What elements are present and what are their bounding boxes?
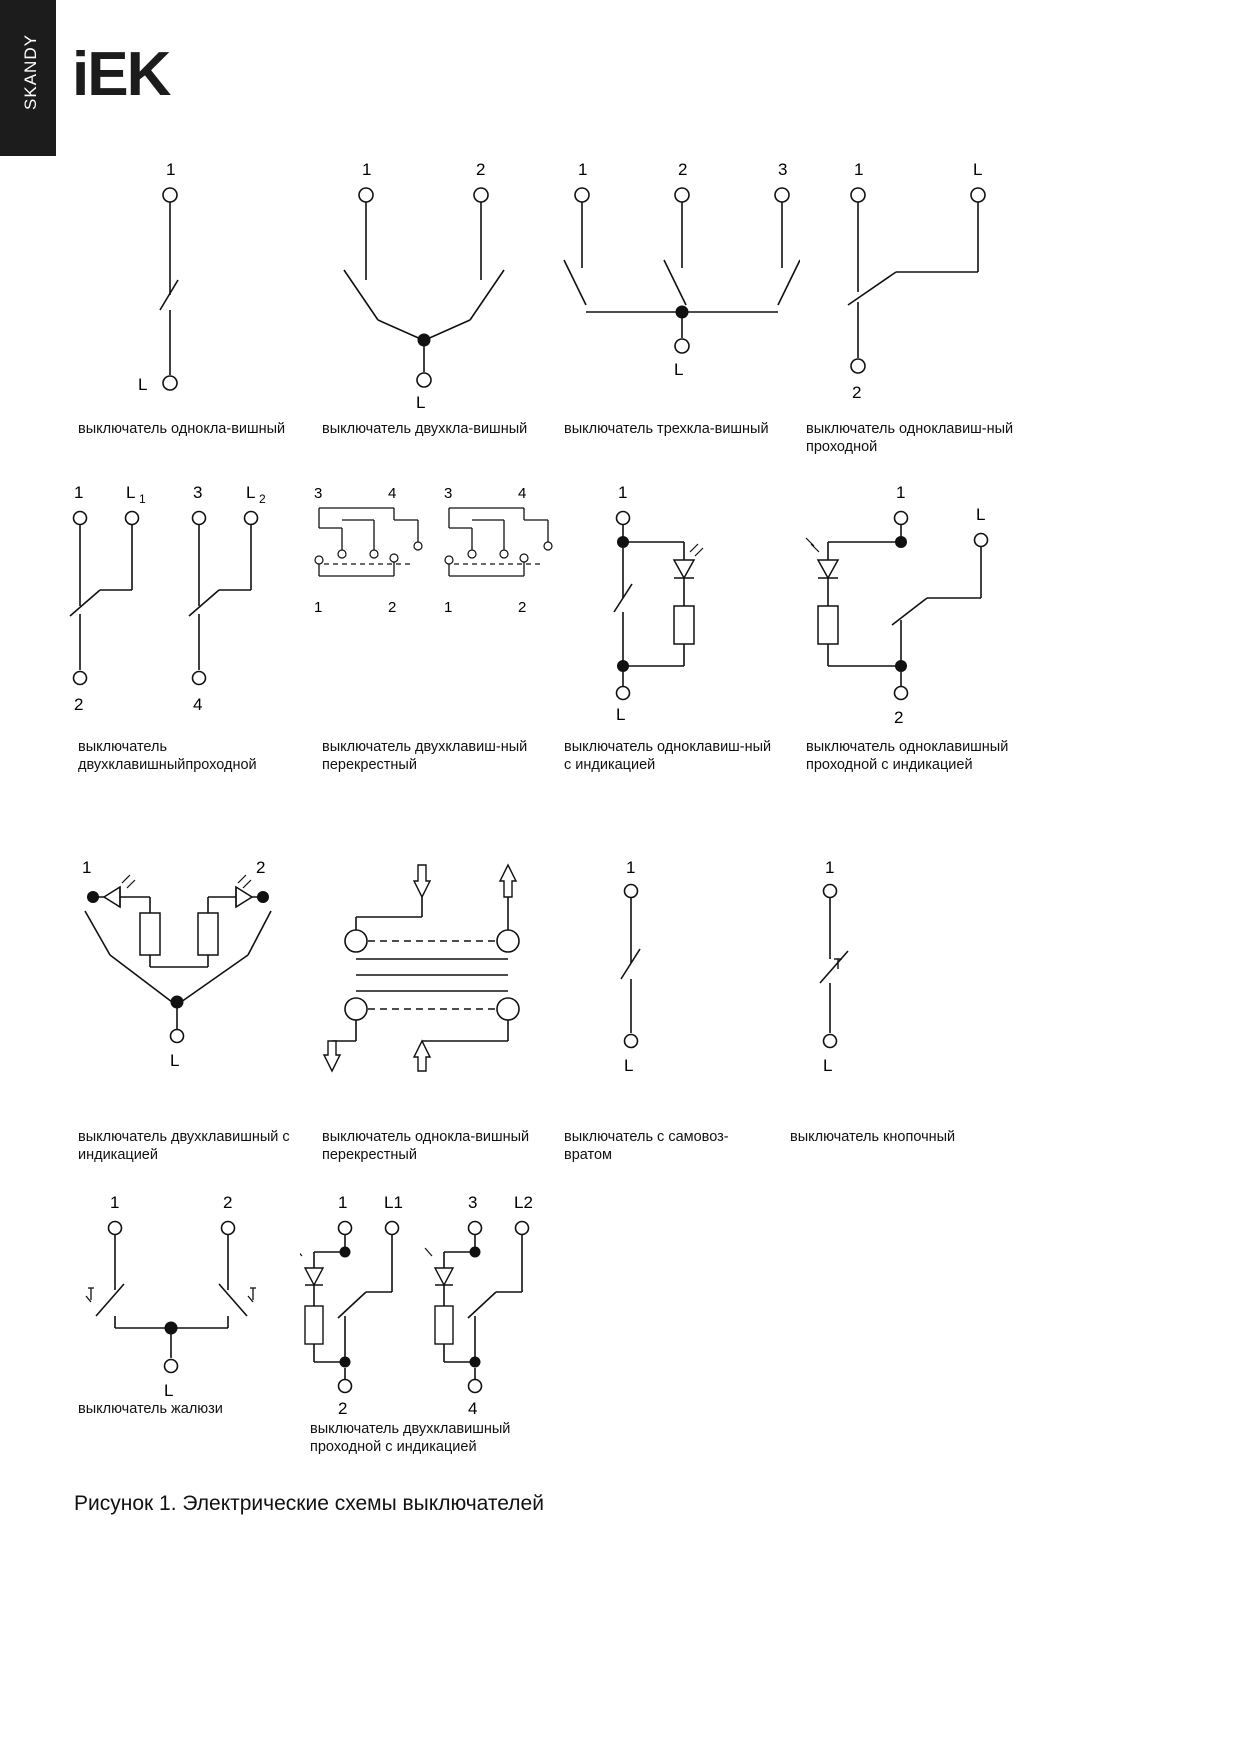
svg-text:1: 1 (618, 483, 628, 502)
brand-vertical-text: SKANDY (21, 34, 40, 110)
svg-text:1: 1 (314, 599, 323, 616)
diagram-push-button (800, 855, 960, 1085)
svg-text:1: 1 (854, 160, 864, 179)
caption-one-key-pass: выключатель одноклавиш-ный проходной (806, 421, 1014, 456)
caption-one-key: выключатель однокла-вишный (78, 421, 286, 437)
diagram-two-key (318, 150, 558, 410)
diagram-one-key (74, 150, 314, 410)
diagram-two-key-cross (312, 480, 562, 620)
svg-text:2: 2 (388, 599, 397, 616)
svg-text:4: 4 (388, 485, 397, 502)
caption-two-key-pass-ind: выключатель двухклавишный проходной с индикацией (310, 1421, 511, 1456)
svg-text:L: L (416, 393, 426, 410)
svg-text:1: 1 (74, 483, 84, 502)
svg-text:1: 1 (626, 858, 636, 877)
svg-text:1: 1 (825, 858, 835, 877)
svg-text:2: 2 (518, 599, 527, 616)
diagram-two-key-ind (60, 855, 310, 1095)
svg-text:3: 3 (444, 485, 453, 502)
svg-text:1: 1 (166, 160, 176, 179)
svg-text:L: L (976, 505, 986, 524)
svg-text:3: 3 (778, 160, 788, 179)
svg-text:L1: L1 (384, 1193, 403, 1212)
svg-text:1: 1 (896, 483, 906, 502)
figure-caption: Рисунок 1. Электрические схемы выключателей (74, 1492, 544, 1515)
svg-text:2: 2 (678, 160, 688, 179)
svg-text:L: L (624, 1056, 634, 1075)
svg-text:1: 1 (82, 858, 92, 877)
iek-logo: iEK (72, 40, 170, 109)
svg-text:1: 1 (362, 160, 372, 179)
svg-text:L2: L2 (514, 1193, 533, 1212)
svg-text:3: 3 (314, 485, 323, 502)
caption-blinds: выключатель жалюзи (78, 1401, 223, 1417)
svg-text:L: L (138, 375, 148, 394)
svg-text:3: 3 (193, 483, 203, 502)
diagram-self-return (586, 855, 746, 1085)
svg-text:4: 4 (468, 1399, 478, 1418)
diagram-blinds (60, 1190, 280, 1410)
diagram-two-key-pass-ind (300, 1190, 600, 1420)
diagram-one-key-ind (586, 480, 786, 720)
caption-two-key-cross: выключатель двухклавиш-ный перекрестный (322, 739, 528, 774)
svg-text:1: 1 (444, 599, 453, 616)
diagram-one-key-cross (318, 855, 558, 1075)
svg-text:2: 2 (256, 858, 266, 877)
svg-text:1: 1 (338, 1193, 348, 1212)
diagram-two-key-pass (60, 480, 310, 720)
svg-text:4: 4 (193, 695, 203, 714)
caption-one-key-ind: выключатель одноклавиш-ный с индикацией (564, 739, 772, 774)
svg-text:2: 2 (74, 695, 84, 714)
svg-text:3: 3 (468, 1193, 478, 1212)
svg-text:1: 1 (139, 492, 146, 506)
svg-text:2: 2 (259, 492, 266, 506)
svg-text:2: 2 (894, 708, 904, 725)
diagram-one-key-pass-ind (800, 480, 1020, 725)
svg-text:2: 2 (852, 383, 862, 402)
svg-text:2: 2 (338, 1399, 348, 1418)
caption-self-return: выключатель с самовоз-вратом (564, 1129, 729, 1164)
svg-text:L: L (246, 483, 256, 502)
svg-text:2: 2 (223, 1193, 233, 1212)
svg-text:L: L (170, 1051, 180, 1070)
svg-text:1: 1 (578, 160, 588, 179)
caption-two-key-pass: выключатель двухклавишныйпроходной (78, 739, 257, 774)
svg-text:L: L (674, 360, 684, 379)
caption-one-key-cross: выключатель однокла-вишный перекрестный (322, 1129, 530, 1164)
brand-sidebar (0, 0, 56, 156)
diagram-three-key (560, 150, 800, 410)
svg-text:L: L (126, 483, 136, 502)
svg-text:1: 1 (110, 1193, 120, 1212)
caption-two-key-ind: выключатель двухклавишный с индикацией (78, 1129, 290, 1164)
svg-text:4: 4 (518, 485, 527, 502)
svg-text:L: L (164, 1381, 174, 1400)
caption-two-key: выключатель двухкла-вишный (322, 421, 528, 437)
caption-three-key: выключатель трехкла-вишный (564, 421, 769, 437)
svg-text:L: L (973, 160, 983, 179)
caption-push-button: выключатель кнопочный (790, 1129, 956, 1145)
svg-text:L: L (823, 1056, 833, 1075)
diagram-one-key-pass (830, 150, 1070, 410)
svg-text:2: 2 (476, 160, 486, 179)
svg-text:L: L (616, 705, 626, 720)
caption-one-key-pass-ind: выключатель одноклавишный проходной с индикацией (806, 739, 1009, 774)
